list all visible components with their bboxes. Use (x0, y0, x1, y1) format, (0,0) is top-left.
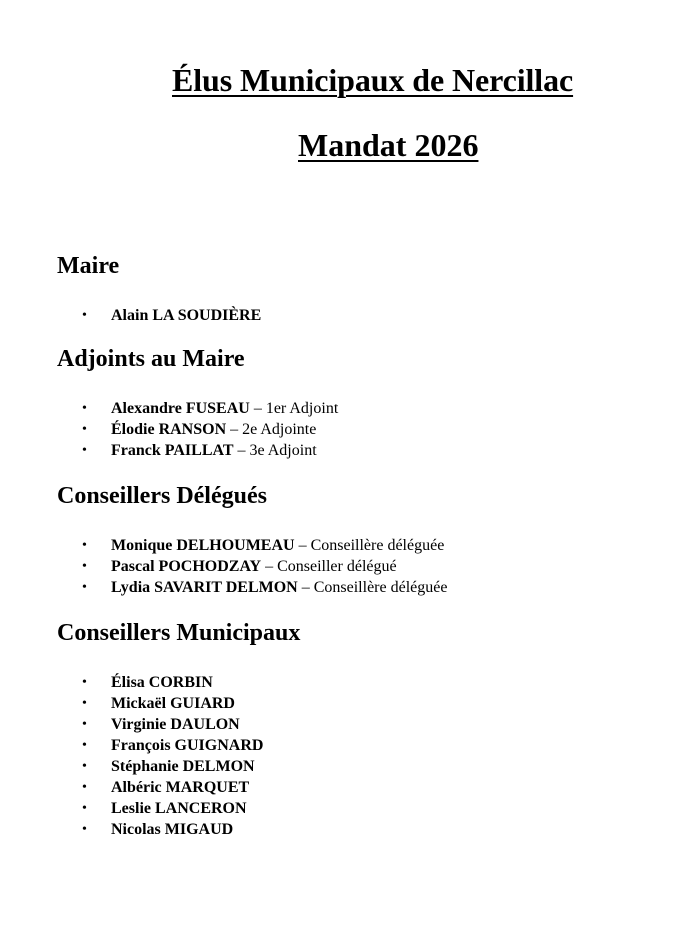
member-list (57, 535, 447, 598)
member-name: Élisa CORBIN (111, 674, 213, 691)
list-item (57, 440, 338, 461)
document-title: Élus Municipaux de Nercillac (172, 62, 574, 98)
member-name: Virginie DAULON (111, 716, 240, 733)
member-role: – 1er Adjoint (249, 400, 339, 417)
member-list (57, 398, 338, 461)
member-name: Lydia SAVARIT DELMON (111, 579, 298, 596)
member-name: Monique DELHOUMEAU (111, 537, 295, 554)
member-role: – 3e Adjoint (233, 442, 317, 459)
member-name: François GUIGNARD (111, 737, 264, 754)
list-item (57, 777, 300, 798)
member-name: Leslie LANCERON (111, 800, 247, 817)
section-delegues (57, 483, 447, 598)
member-list (57, 672, 300, 840)
list-item (57, 714, 300, 735)
section-maire (57, 253, 261, 326)
list-item (57, 577, 447, 598)
list-item (57, 798, 300, 819)
member-list (57, 305, 261, 326)
member-role: – Conseillère déléguée (297, 579, 448, 596)
list-item (57, 398, 338, 419)
member-name: Alain LA SOUDIÈRE (111, 307, 262, 324)
list-item (57, 672, 300, 693)
member-name: Albéric MARQUET (111, 779, 250, 796)
member-name: Nicolas MIGAUD (111, 821, 234, 838)
member-name: Mickaël GUIARD (111, 695, 235, 712)
list-item (57, 535, 447, 556)
list-item (57, 819, 300, 840)
member-name: Élodie RANSON (111, 421, 227, 438)
section-municipaux (57, 620, 300, 840)
member-role: – 2e Adjointe (226, 421, 317, 438)
member-name: Franck PAILLAT (111, 442, 234, 459)
section-heading: Conseillers Délégués (57, 483, 267, 509)
member-name: Pascal POCHODZAY (111, 558, 262, 575)
member-name: Alexandre FUSEAU (111, 400, 250, 417)
section-heading: Adjoints au Maire (57, 346, 245, 372)
member-role: – Conseiller délégué (261, 558, 397, 575)
member-role: – Conseillère déléguée (294, 537, 445, 554)
section-heading: Maire (57, 253, 120, 279)
list-item (57, 693, 300, 714)
list-item (57, 735, 300, 756)
document-subtitle: Mandat 2026 (298, 127, 479, 163)
list-item (57, 419, 338, 440)
member-name: Stéphanie DELMON (111, 758, 255, 775)
section-adjoints (57, 346, 338, 461)
list-item (57, 305, 261, 326)
list-item (57, 556, 447, 577)
section-heading: Conseillers Municipaux (57, 620, 301, 646)
list-item (57, 756, 300, 777)
